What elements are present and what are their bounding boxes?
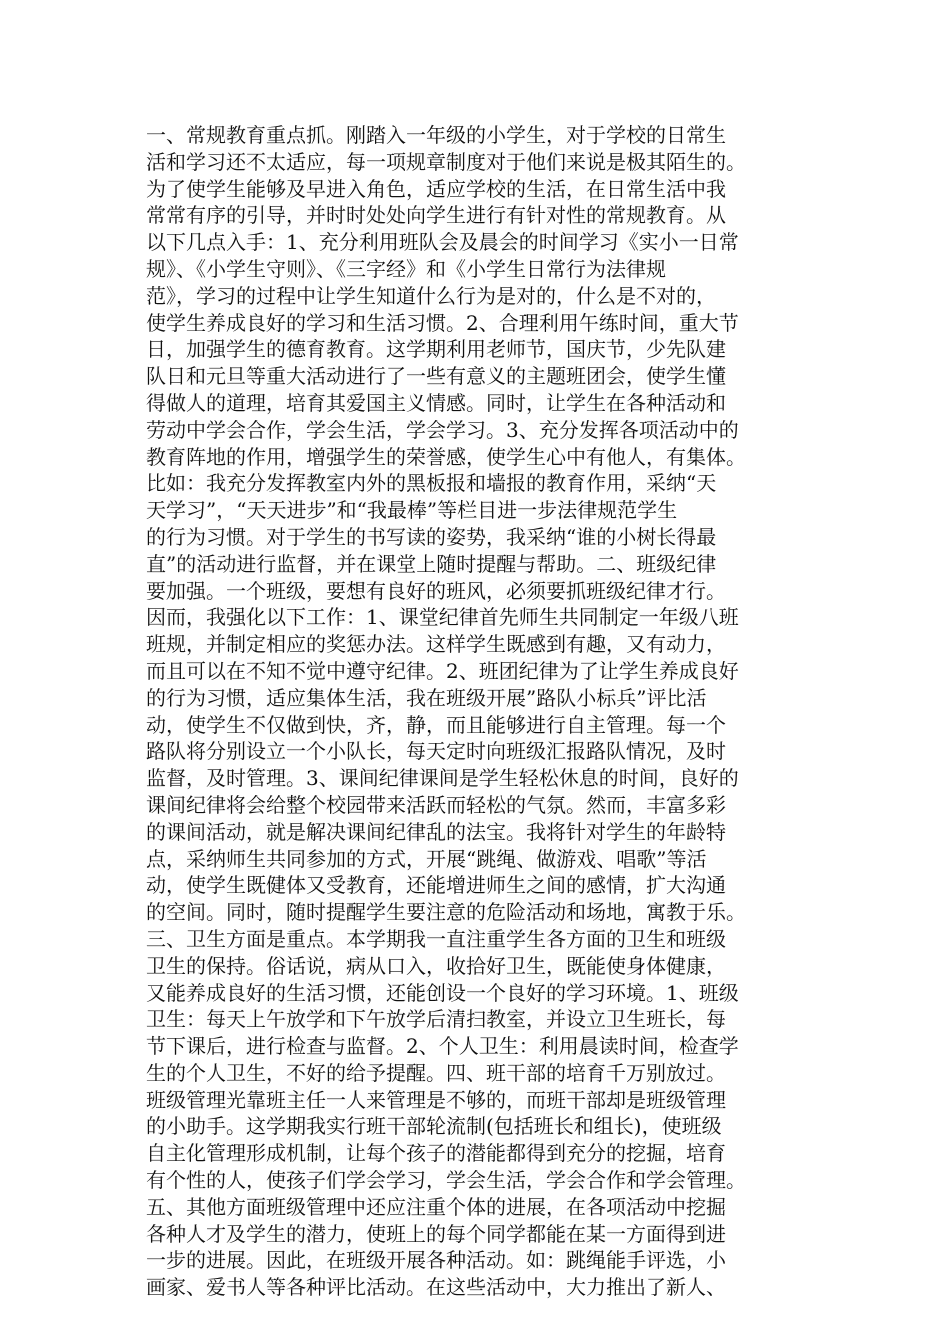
text-line: 一、常规教育重点抓。刚踏入一年级的小学生，对于学校的日常生 <box>146 123 726 147</box>
text-line: 规》、《小学生守则》、《三字经》和《小学生日常行为法律规 <box>146 256 666 281</box>
text-line: 一步的进展。因此，在班级开展各种活动。如：跳绳能手评选，小 <box>146 1248 726 1273</box>
text-line: 队日和元旦等重大活动进行了一些有意义的主题班团会，使学生懂 <box>146 364 726 389</box>
text-line: 卫生的保持。俗话说，病从口入，收拾好卫生，既能使身体健康， <box>146 953 726 978</box>
text-line: 常常有序的引导，并时时处处向学生进行有针对性的常规教育。从 <box>146 203 726 228</box>
text-line: 的小助手。这学期我实行班干部轮流制(包括班长和组长)，使班级 <box>146 1114 722 1139</box>
text-line: 五、其他方面班级管理中还应注重个体的进展，在各项活动中挖掘 <box>146 1194 726 1219</box>
text-line: 画家、爱书人等各种评比活动。在这些活动中，大力推出了新人、 <box>146 1275 726 1300</box>
text-line: 监督，及时管理。3、课间纪律课间是学生轻松休息的时间，良好的 <box>146 766 739 791</box>
text-line: 节下课后，进行检查与监督。2、个人卫生：利用晨读时间，检查学 <box>146 1034 739 1059</box>
text-line: 要加强。一个班级，要想有良好的班风，必须要抓班级纪律才行。 <box>146 578 726 603</box>
text-line: 而且可以在不知不觉中遵守纪律。2、班团纪律为了让学生养成良好 <box>146 658 739 683</box>
text-line: 动，使学生不仅做到快，齐，静，而且能够进行自主管理。每一个 <box>146 712 726 737</box>
text-line: 的行为习惯。对于学生的书写读的姿势，我采纳“谁的小树长得最 <box>146 524 717 549</box>
text-line: 班级管理光靠班主任一人来管理是不够的，而班干部却是班级管理 <box>146 1087 726 1112</box>
text-line: 点，采纳师生共同参加的方式，开展“跳绳、做游戏、唱歌”等活 <box>146 846 707 871</box>
text-line: 比如：我充分发挥教室内外的黑板报和墙报的教育作用，采纳“天 <box>146 471 717 496</box>
text-line: 各种人才及学生的潜力，使班上的每个同学都能在某一方面得到进 <box>146 1221 726 1246</box>
text-line: 生的个人卫生，不好的给予提醒。四、班干部的培育千万别放过。 <box>146 1060 726 1085</box>
text-line: 卫生：每天上午放学和下午放学后清扫教室，并设立卫生班长，每 <box>146 1007 726 1032</box>
text-line: 课间纪律将会给整个校园带来活跃而轻松的气氛。然而，丰富多彩 <box>146 792 726 817</box>
text-line: 以下几点入手：1、充分利用班队会及晨会的时间学习《实小一日常 <box>146 230 739 255</box>
text-line: 路队将分别设立一个小队长，每天定时向班级汇报路队情况，及时 <box>146 739 726 764</box>
text-line: 有个性的人，使孩子们学会学习，学会生活，学会合作和学会管理。 <box>146 1168 746 1193</box>
text-line: 的行为习惯，适应集体生活，我在班级开展”路队小标兵”评比活 <box>146 685 707 710</box>
text-line: 因而，我强化以下工作：1、课堂纪律首先师生共同制定一年级八班 <box>146 605 739 630</box>
text-line: 动，使学生既健体又受教育，还能增进师生之间的感情，扩大沟通 <box>146 873 726 898</box>
text-line: 劳动中学会合作，学会生活，学会学习。3、充分发挥各项活动中的 <box>146 417 739 442</box>
text-line: 活和学习还不太适应，每一项规章制度对于他们来说是极其陌生的。 <box>146 149 746 174</box>
body-paragraph <box>146 122 826 1301</box>
text-line: 的课间活动，就是解决课间纪律乱的法宝。我将针对学生的年龄特 <box>146 819 726 844</box>
text-line: 三、卫生方面是重点。本学期我一直注重学生各方面的卫生和班级 <box>146 926 726 951</box>
text-line: 使学生养成良好的学习和生活习惯。2、合理利用午练时间，重大节 <box>146 310 739 335</box>
text-line: 直”的活动进行监督，并在课堂上随时提醒与帮助。二、班级纪律 <box>146 551 717 576</box>
text-line: 自主化管理形成机制，让每个孩子的潜能都得到充分的挖掘，培育 <box>146 1141 726 1166</box>
text-line: 教育阵地的作用，增强学生的荣誉感，使学生心中有他人，有集体。 <box>146 444 746 469</box>
text-line: 范》，学习的过程中让学生知道什么行为是对的，什么是不对的， <box>146 283 716 308</box>
text-line: 的空间。同时，随时提醒学生要注意的危险活动和场地，寓教于乐。 <box>146 900 746 925</box>
text-line: 天学习”，“天天进步”和“我最棒”等栏目进一步法律规范学生 <box>146 498 678 523</box>
text-line: 得做人的道理，培育其爱国主义情感。同时，让学生在各种活动和 <box>146 390 726 415</box>
text-line: 日，加强学生的德育教育。这学期利用老师节，国庆节，少先队建 <box>146 337 726 362</box>
text-line: 又能养成良好的生活习惯，还能创设一个良好的学习环境。1、班级 <box>146 980 739 1005</box>
text-line: 班规，并制定相应的奖惩办法。这样学生既感到有趣，又有动力， <box>146 632 726 657</box>
text-line: 为了使学生能够及早进入角色，适应学校的生活，在日常生活中我 <box>146 176 726 201</box>
